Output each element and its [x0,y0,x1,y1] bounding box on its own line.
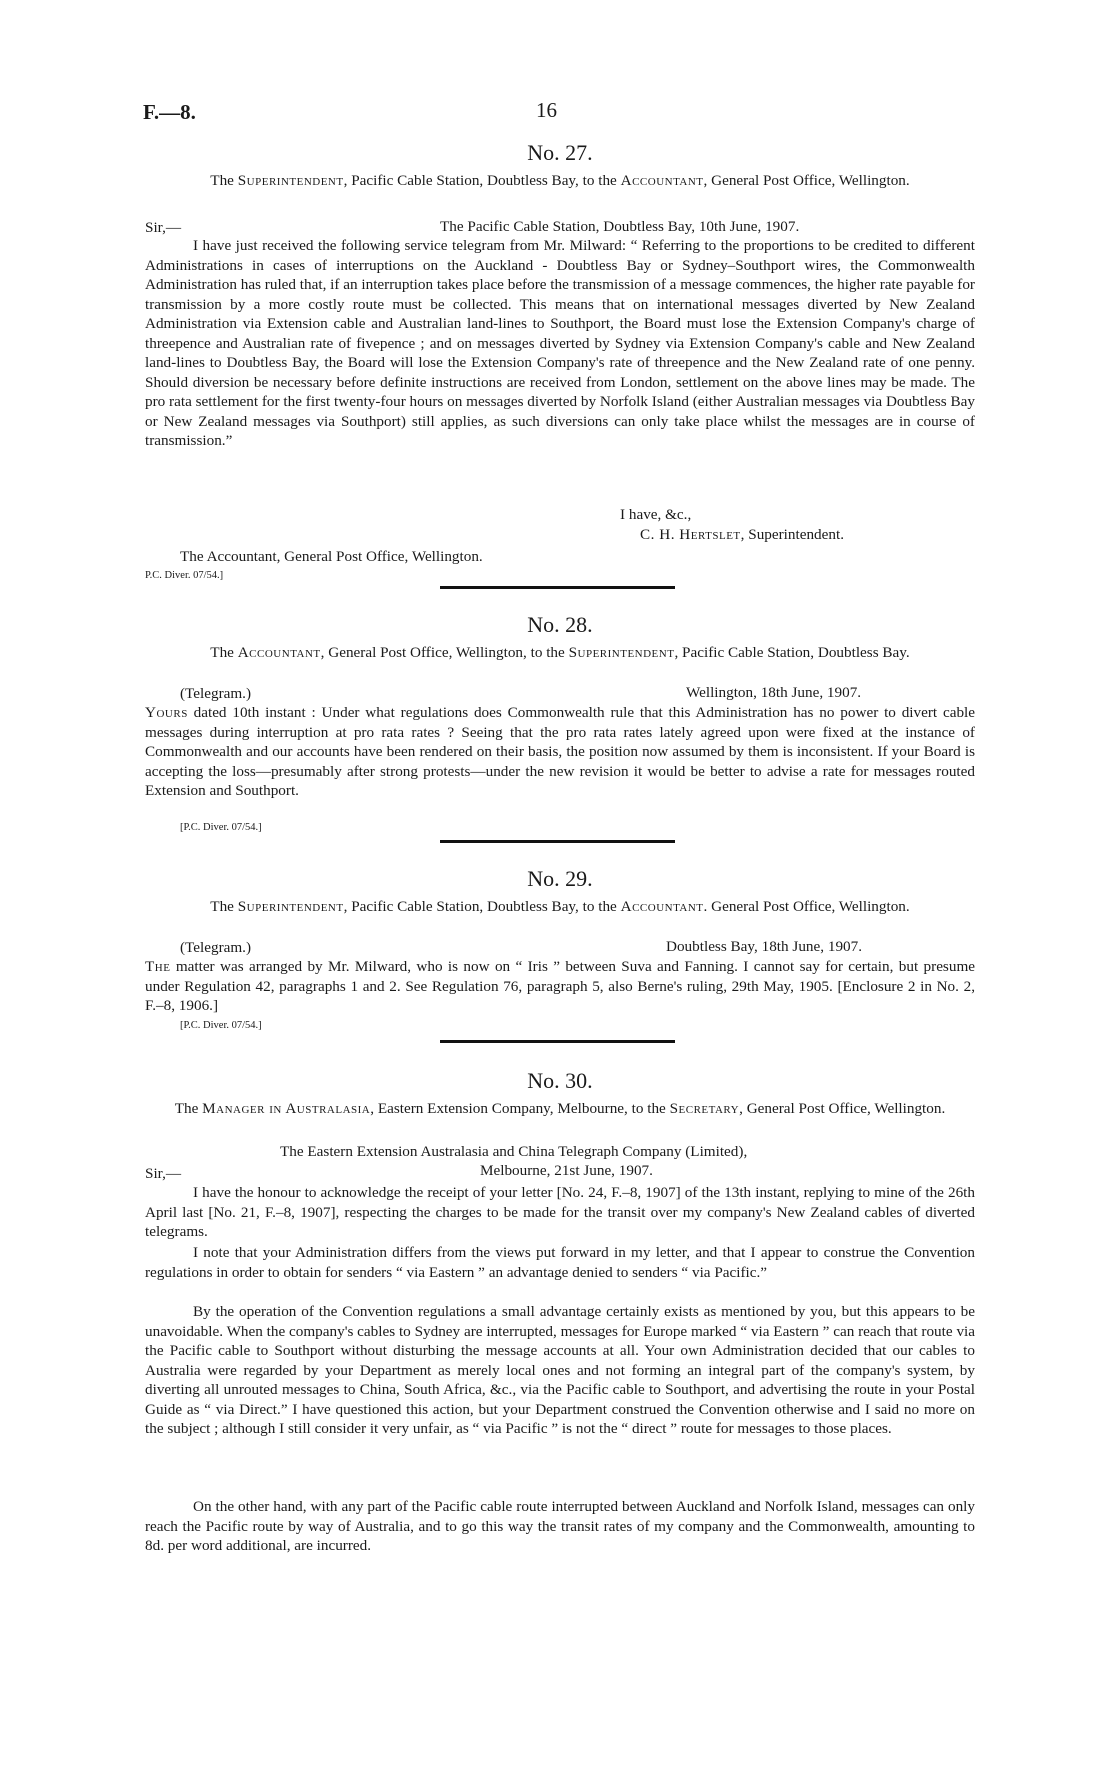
letter-30-address [145,1100,975,1118]
address-from: Superintendent [237,172,344,189]
file-reference: [P.C. Diver. 07/54.] [180,1020,262,1031]
letter-28-address [145,644,975,662]
letter-29-address [145,898,975,916]
letter-29-number: No. 29. [527,866,593,891]
salutation: Sir,— [145,219,182,236]
letter-30-para-2: I note that your Administration differs from the views put forward in my letter, and that I appear to construe the Convention regulations in order to obtain for senders “ via Eastern ” an advantage denied to senders “ via Pacific.” [145,1244,975,1281]
letter-29-body [145,957,975,1016]
letter-30-para-1: I have the honour to acknowledge the receipt of your letter [No. 24, F.–8, 1907] of the 13th instant, replying to mine of the 26th April last [No. 21, F.–8, 1907], respecting the charges to be made for the transit over my company's New Zealand cables of diverted telegrams. [145,1184,975,1240]
address-text: , Pacific Cable Station, Doubtless Bay, to the [343,898,621,915]
signature [640,525,844,545]
letter-30-para-4: On the other hand, with any part of the Pacific cable route interrupted between Auckland and Norfolk Island, messages can only reach the Pacific route by way of Australia, and to go this way the transit rates of my company and the Commonwealth, amounting to 8d. per word additional, are incurred. [145,1498,975,1554]
address-text: The [210,644,238,661]
file-reference: [P.C. Diver. 07/54.] [180,822,262,833]
letter-28-body [145,703,975,801]
telegram-label: (Telegram.) [180,685,252,702]
section-divider [440,586,675,589]
address-to: Accountant [620,172,704,189]
signature-title: , Superintendent. [740,526,844,543]
address-text: , Pacific Cable Station, Doubtless Bay. [674,644,910,661]
letter-27-body: I have just received the following service telegram from Mr. Milward: “ Referring to the proportions to be credited to different Administrations in cases of interruptions on the Auckland - Doubtless Bay or Sydney–Southport wires, the Commonwealth Administration has ruled that, if an interruption takes place before the transmission of a message commences, the higher rate payable for transmission by a more costly route must be collected. This means that on international messages diverted by New Zealand Administration via Extension cable and Australian land-lines to Southport, the Board must lose the Extension Company's charge of threepence and Australian rate of fivepence ; and on messages diverted by Sydney via Extension Company's cable and New Zealand land-lines to Doubtless Bay, the Board will lose the Extension Company's rate of threepence and the New Zealand rate of one penny. Should diversion be necessary before definite instructions are received from London, settlement on the above lines may be made. The pro rata settlement for the first twenty-four hours on messages diverted by Norfolk Island (either Australian messages via Doubtless Bay or New Zealand messages via Southport) still applies, as such diversions can only take place whilst the messages are in course of transmission.” [145,237,975,449]
closing: I have, &c., [620,506,692,523]
telegram-label: (Telegram.) [180,939,252,956]
letter-27-number: No. 27. [527,140,593,165]
address-text: , Pacific Cable Station, Doubtless Bay, to the [343,172,621,189]
address-text: . General Post Office, Wellington. [703,898,910,915]
lead-word: The [145,958,171,975]
address-text: , General Post Office, Wellington. [739,1100,946,1117]
dateline: The Pacific Cable Station, Doubtless Bay, 10th June, 1907. [440,218,800,235]
salutation: Sir,— [145,1165,182,1182]
page-number: 16 [536,98,557,122]
address-text: , Eastern Extension Company, Melbourne, to the [370,1100,670,1117]
address-from: Accountant [237,644,321,661]
letter-30-para-3: By the operation of the Convention regulations a small advantage certainly exists as mentioned by you, but this appears to be unavoidable. When the company's cables to Sydney are interrupted, messages for Europe marked “ via Eastern ” can reach that route via the Pacific cable to Southport without disturbing the message accounts at all. Your own Administration decided that our cables to Australia were regarded by your Department as merely local ones and not forming an integral part of the company's system, by diverting all unrouted messages to China, South Africa, &c., via the Pacific cable to Southport, and advertising the route in your Postal Guide as “ via Direct.” I have questioned this action, but your Department construed the Convention otherwise and I said no more on the subject ; although I still consider it very unfair, as “ via Pacific ” is not the “ direct ” route for messages to those places. [145,1303,975,1437]
dateline: Wellington, 18th June, 1907. [686,684,862,701]
dateline: Doubtless Bay, 18th June, 1907. [666,938,863,955]
document-code: F.—8. [143,100,196,124]
dateline: Melbourne, 21st June, 1907. [480,1162,653,1179]
body-text: dated 10th instant : Under what regulations does Commonwealth rule that this Administration has no power to divert cable messages during interruption at pro rata rates ? Seeing that the pro rata rates lately agreed upon were fixed at the instance of Commonwealth and our accounts have been rendered on their basis, the position now assumed by them is inconsistent. If your Board is accepting the loss—presumably after strong protests—under the new revision it would be better to advise a rate for messages routed Extension and Southport. [145,704,975,799]
address-text: The [210,172,238,189]
letter-27-address [145,172,975,190]
address-from: Superintendent [237,898,344,915]
lead-word: Yours [145,704,188,721]
address-to: Accountant [620,898,704,915]
recipient: The Accountant, General Post Office, Wellington. [180,548,483,565]
section-divider [440,1040,675,1043]
signature-name: C. H. Hertslet [640,526,741,543]
letter-28-number: No. 28. [527,612,593,637]
address-text: The [210,898,238,915]
dateline-company: The Eastern Extension Australasia and China Telegraph Company (Limited), [280,1143,748,1160]
address-text: , General Post Office, Wellington, to the [320,644,569,661]
address-to: Secretary [669,1100,740,1117]
letter-30-number: No. 30. [527,1068,593,1093]
address-to: Superintendent [568,644,675,661]
address-text: The [174,1100,203,1117]
section-divider [440,840,675,843]
file-reference: P.C. Diver. 07/54.] [145,570,224,581]
address-text: , General Post Office, Wellington. [703,172,910,189]
address-from: Manager in Australasia [202,1100,371,1117]
body-text: matter was arranged by Mr. Milward, who is now on “ Iris ” between Suva and Fanning. I cannot say for certain, but presume under Regulation 42, paragraphs 1 and 2. See Regulation 76, paragraph 5, also Berne's ruling, 29th May, 1905. [Enclosure 2 in No. 2, F.–8, 1906.] [145,958,975,1014]
